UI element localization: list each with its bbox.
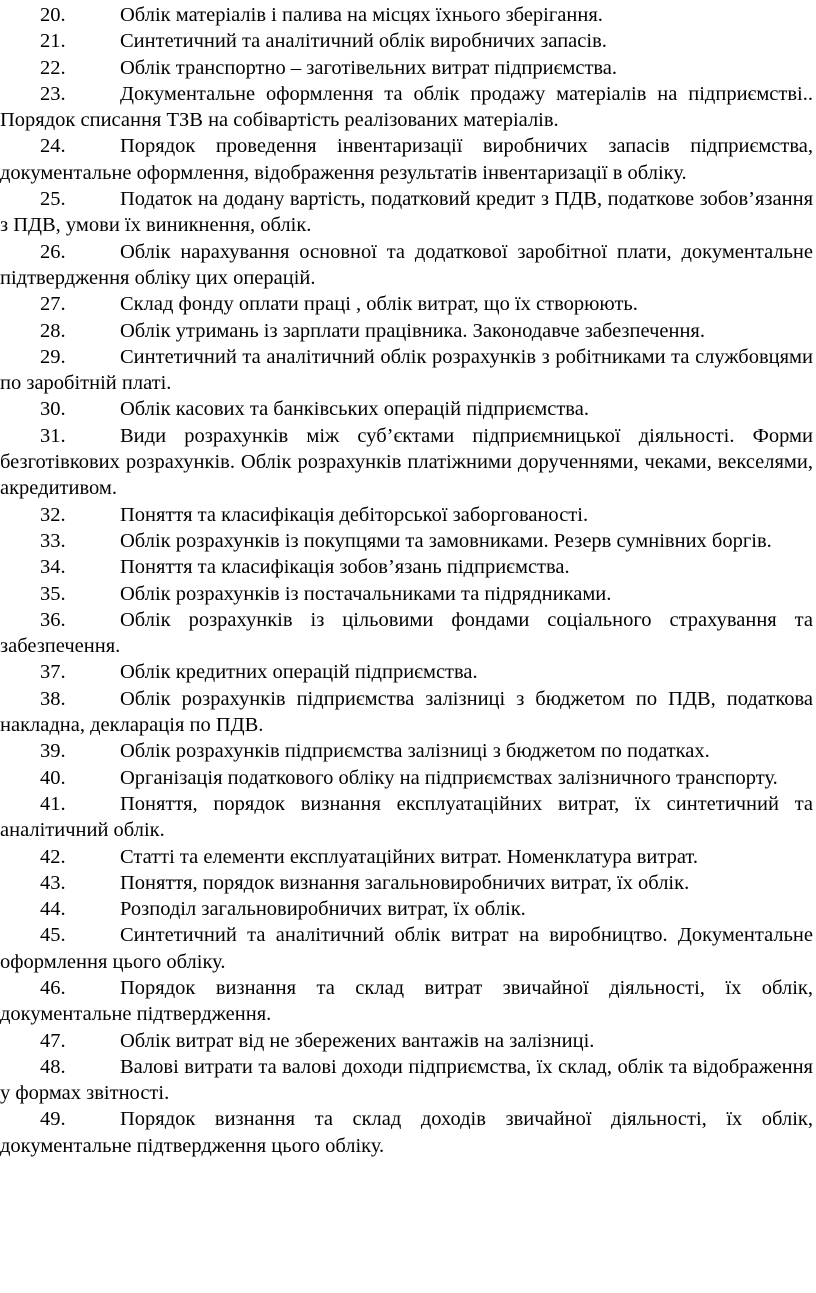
list-item bbox=[0, 291, 813, 317]
list-item bbox=[0, 423, 813, 502]
list-item bbox=[0, 791, 813, 844]
list-item bbox=[0, 186, 813, 239]
item-text: Облік нарахування основної та додаткової заробітної плати, документальне підтвердження обліку цих операцій. bbox=[0, 240, 813, 289]
list-item bbox=[0, 870, 813, 896]
list-item bbox=[0, 133, 813, 186]
item-text: Облік транспортно – заготівельних витрат підприємства. bbox=[120, 56, 618, 79]
item-text: Податок на додану вартість, податковий кредит з ПДВ, податкове зобов’язання з ПДВ, умови їх виникнення, облік. bbox=[0, 188, 813, 237]
item-text: Синтетичний та аналітичний облік виробничих запасів. bbox=[120, 30, 607, 53]
item-text: Статті та елементи експлуатаційних витрат. Номенклатура витрат. bbox=[120, 845, 698, 868]
item-number: 36. bbox=[40, 608, 66, 631]
item-text: Порядок визнання та склад доходів звичайної діяльності, їх облік, документальне підтвердження цього обліку. bbox=[0, 1108, 813, 1157]
item-text: Синтетичний та аналітичний облік розрахунків з робітниками та службовцями по заробітній платі. bbox=[0, 345, 813, 395]
item-text: Облік розрахунків підприємства залізниці з бюджетом по податках. bbox=[120, 740, 710, 763]
list-item bbox=[0, 81, 813, 134]
list-item bbox=[0, 239, 813, 292]
list-item bbox=[0, 528, 813, 554]
list-item bbox=[0, 28, 813, 54]
list-item bbox=[0, 344, 813, 397]
list-item bbox=[0, 844, 813, 870]
list-item bbox=[0, 659, 813, 685]
item-text: Валові витрати та валові доходи підприємства, їх склад, облік та відображення у формах звітності. bbox=[0, 1055, 813, 1105]
item-number: 33. bbox=[40, 529, 66, 552]
item-number: 23. bbox=[40, 82, 66, 105]
item-number: 21. bbox=[40, 30, 66, 53]
item-number: 44. bbox=[40, 898, 66, 921]
item-number: 37. bbox=[40, 661, 66, 684]
item-text: Поняття, порядок визнання загальновиробничих витрат, їх облік. bbox=[120, 871, 690, 894]
item-text: Облік касових та банківських операцій підприємства. bbox=[120, 398, 589, 421]
item-number: 29. bbox=[40, 345, 66, 368]
item-text: Розподіл загальновиробничих витрат, їх облік. bbox=[120, 898, 526, 921]
list-item bbox=[0, 581, 813, 607]
item-number: 28. bbox=[40, 319, 66, 342]
list-item bbox=[0, 738, 813, 764]
item-text: Порядок проведення інвентаризації виробничих запасів підприємства, документальне оформлення, відображення результатів інвентаризації в обліку. bbox=[0, 135, 813, 184]
list-item bbox=[0, 2, 813, 28]
item-text: Облік утримань із зарплати працівника. Законодавче забезпечення. bbox=[120, 319, 705, 342]
item-number: 46. bbox=[40, 976, 66, 999]
list-item bbox=[0, 765, 813, 791]
list-item bbox=[0, 607, 813, 660]
item-number: 40. bbox=[40, 766, 66, 789]
item-text: Порядок визнання та склад витрат звичайної діяльності, їх облік, документальне підтвердження. bbox=[0, 976, 813, 1026]
item-number: 24. bbox=[40, 135, 66, 158]
item-text: Синтетичний та аналітичний облік витрат на виробництво. Документальне оформлення цього обліку. bbox=[0, 924, 813, 973]
list-item bbox=[0, 975, 813, 1028]
list-item bbox=[0, 396, 813, 422]
item-number: 26. bbox=[40, 240, 66, 263]
list-item bbox=[0, 922, 813, 975]
list-item bbox=[0, 1106, 813, 1159]
item-text: Поняття та класифікація зобов’язань підприємства. bbox=[120, 556, 570, 579]
item-text: Облік розрахунків із цільовими фондами соціального страхування та забезпечення. bbox=[0, 608, 813, 658]
item-text: Поняття та класифікація дебіторської заборгованості. bbox=[120, 503, 589, 526]
list-item bbox=[0, 502, 813, 528]
item-number: 31. bbox=[40, 424, 66, 447]
item-number: 34. bbox=[40, 556, 66, 579]
item-number: 22. bbox=[40, 56, 66, 79]
item-number: 43. bbox=[40, 871, 66, 894]
item-text: Облік розрахунків підприємства залізниці з бюджетом по ПДВ, податкова накладна, декларація по ПДВ. bbox=[0, 687, 813, 737]
item-number: 42. bbox=[40, 845, 66, 868]
item-text: Облік кредитних операцій підприємства. bbox=[120, 661, 478, 684]
list-item bbox=[0, 686, 813, 739]
item-number: 47. bbox=[40, 1029, 66, 1052]
list-item bbox=[0, 1028, 813, 1054]
item-text: Види розрахунків між суб’єктами підприємницької діяльності. Форми безготівкових розрахунків. Облік розрахунків платіжними дорученнями, чеками, векселями, акредитивом. bbox=[0, 424, 813, 500]
list-item bbox=[0, 55, 813, 81]
item-number: 41. bbox=[40, 792, 66, 815]
list-item bbox=[0, 554, 813, 580]
item-number: 48. bbox=[40, 1055, 66, 1078]
list-item bbox=[0, 318, 813, 344]
list-item bbox=[0, 896, 813, 922]
item-number: 27. bbox=[40, 293, 66, 316]
item-text: Документальне оформлення та облік продажу матеріалів на підприємстві.. Порядок списання ТЗВ на собівартість реалізованих матеріалів. bbox=[0, 82, 813, 132]
item-number: 20. bbox=[40, 4, 66, 26]
item-number: 32. bbox=[40, 503, 66, 526]
item-number: 30. bbox=[40, 398, 66, 421]
item-number: 39. bbox=[40, 740, 66, 763]
item-text: Облік розрахунків із покупцями та замовниками. Резерв сумнівних боргів. bbox=[120, 529, 772, 552]
item-number: 38. bbox=[40, 687, 66, 710]
item-number: 49. bbox=[40, 1108, 66, 1131]
item-number: 25. bbox=[40, 188, 66, 211]
item-text: Облік витрат від не збережених вантажів на залізниці. bbox=[120, 1029, 595, 1052]
item-number: 45. bbox=[40, 924, 66, 947]
item-text: Склад фонду оплати праці , облік витрат, що їх створюють. bbox=[120, 293, 638, 316]
item-text: Облік розрахунків із постачальниками та підрядниками. bbox=[120, 582, 612, 605]
list-item bbox=[0, 1054, 813, 1107]
item-text: Організація податкового обліку на підприємствах залізничного транспорту. bbox=[120, 766, 778, 789]
item-number: 35. bbox=[40, 582, 66, 605]
item-text: Поняття, порядок визнання експлуатаційних витрат, їх синтетичний та аналітичний облік. bbox=[0, 792, 813, 842]
item-text: Облік матеріалів і палива на місцях їхнього зберігання. bbox=[120, 4, 603, 26]
